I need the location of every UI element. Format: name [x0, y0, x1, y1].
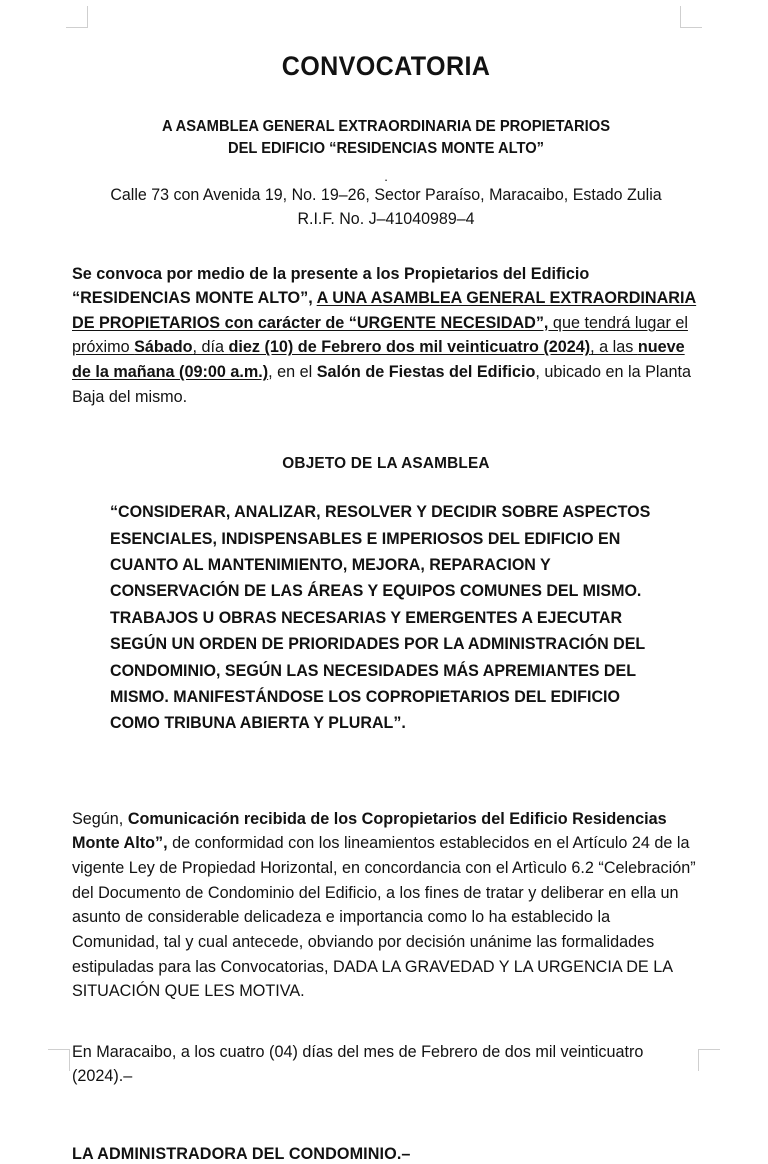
subtitle-line-2: DEL EDIFICIO “RESIDENCIAS MONTE ALTO”: [227, 139, 545, 157]
convocation-part-9: , en el: [268, 363, 317, 382]
crop-mark-bottom-left: [48, 1049, 70, 1071]
signature-line: LA ADMINISTRADORA DEL CONDOMINIO.–: [72, 1145, 411, 1164]
convocation-part-1: Se convoca por medio de la presente a los Propietarios del Edificio “RESIDENCIAS MONTE ALTO”,: [72, 264, 590, 308]
convocation-part-6: diez (10) de Febrero dos mil veinticuatro (2024): [228, 338, 591, 357]
subtitle-line-1: A ASAMBLEA GENERAL EXTRAORDINARIA DE PROPIETARIOS: [161, 117, 611, 135]
crop-mark-bottom-right: [698, 1049, 720, 1071]
legal-basis-paragraph: [72, 807, 700, 1004]
convocation-part-8: nueve de la mañana (09:00 a.m.): [72, 338, 685, 382]
convocation-paragraph: [72, 262, 700, 410]
rif-line: R.I.F. No. J–41040989–4: [297, 209, 475, 228]
objeto-line: TRABAJOS U OBRAS NECESARIAS Y EMERGENTES A EJECUTAR: [110, 608, 623, 627]
separator-dot: .: [384, 168, 388, 184]
document-title: CONVOCATORIA: [281, 51, 491, 81]
legal-basis-part-1: Según,: [72, 809, 128, 828]
convocation-part-4: Sábado: [134, 338, 193, 357]
objeto-line: “CONSIDERAR, ANALIZAR, RESOLVER Y DECIDIR SOBRE ASPECTOS: [110, 503, 651, 522]
document-content: [72, 0, 700, 1164]
objeto-line: MISMO. MANIFESTÁNDOSE LOS COPROPIETARIOS DEL EDIFICIO: [110, 688, 620, 707]
convocation-part-5: , día: [192, 338, 229, 357]
closing-date-paragraph: En Maracaibo, a los cuatro (04) días del mes de Febrero de dos mil veinticuatro (2024).–: [72, 1042, 644, 1086]
legal-basis-part-2: Comunicación recibida de los Copropietarios del Edificio Residencias Monte Alto”,: [72, 809, 667, 853]
address-block: [81, 184, 690, 232]
convocation-part-2: A UNA ASAMBLEA GENERAL EXTRAORDINARIA DE PROPIETARIOS con carácter de “URGENTE NECESIDAD”,: [72, 289, 697, 332]
objeto-line: SEGÚN UN ORDEN DE PRIORIDADES POR LA ADMINISTRACIÓN DEL: [110, 635, 646, 654]
convocation-part-11: , ubicado en la Planta Baja del mismo.: [72, 363, 692, 406]
objeto-line: CUANTO AL MANTENIMIENTO, MEJORA, REPARACION Y: [110, 556, 551, 575]
objeto-line: COMO TRIBUNA ABIERTA Y PLURAL”.: [110, 714, 406, 733]
objeto-line: CONDOMINIO, SEGÚN LAS NECESIDADES MÁS APREMIANTES DEL: [110, 661, 637, 680]
document-subtitle: [88, 116, 685, 160]
objeto-line: CONSERVACIÓN DE LAS ÁREAS Y EQUIPOS COMUNES DEL MISMO.: [110, 582, 642, 601]
address-line: Calle 73 con Avenida 19, No. 19–26, Sector Paraíso, Maracaibo, Estado Zulia: [110, 185, 662, 204]
legal-basis-part-3: de conformidad con los lineamientos establecidos en el Artículo 24 de la vigente Ley de Propiedad Horizontal, en concordancia con el Artìculo 6.2 “Celebración” del Documento de Condominio del Edificio, a los fines de tratar y deliberar en ella un asunto de considerable delicadeza e importancia como lo ha establecido la Comunidad, tal y cual antecede, obviando por decisión unánime las formalidades estipuladas para las Convocatorias, DADA LA GRAVEDAD Y LA URGENCIA DE LA SITUACIÓN QUE LES MOTIVA.: [72, 834, 696, 1001]
convocation-part-7: , a las: [590, 338, 638, 357]
convocation-part-3: que tendrá lugar el próximo: [72, 313, 688, 357]
objeto-line: ESENCIALES, INDISPENSABLES E IMPERIOSOS DEL EDIFICIO EN: [110, 529, 621, 548]
convocation-part-10: Salón de Fiestas del Edificio: [316, 363, 536, 382]
objeto-heading: OBJETO DE LA ASAMBLEA: [282, 455, 490, 473]
objeto-block: [110, 499, 681, 737]
